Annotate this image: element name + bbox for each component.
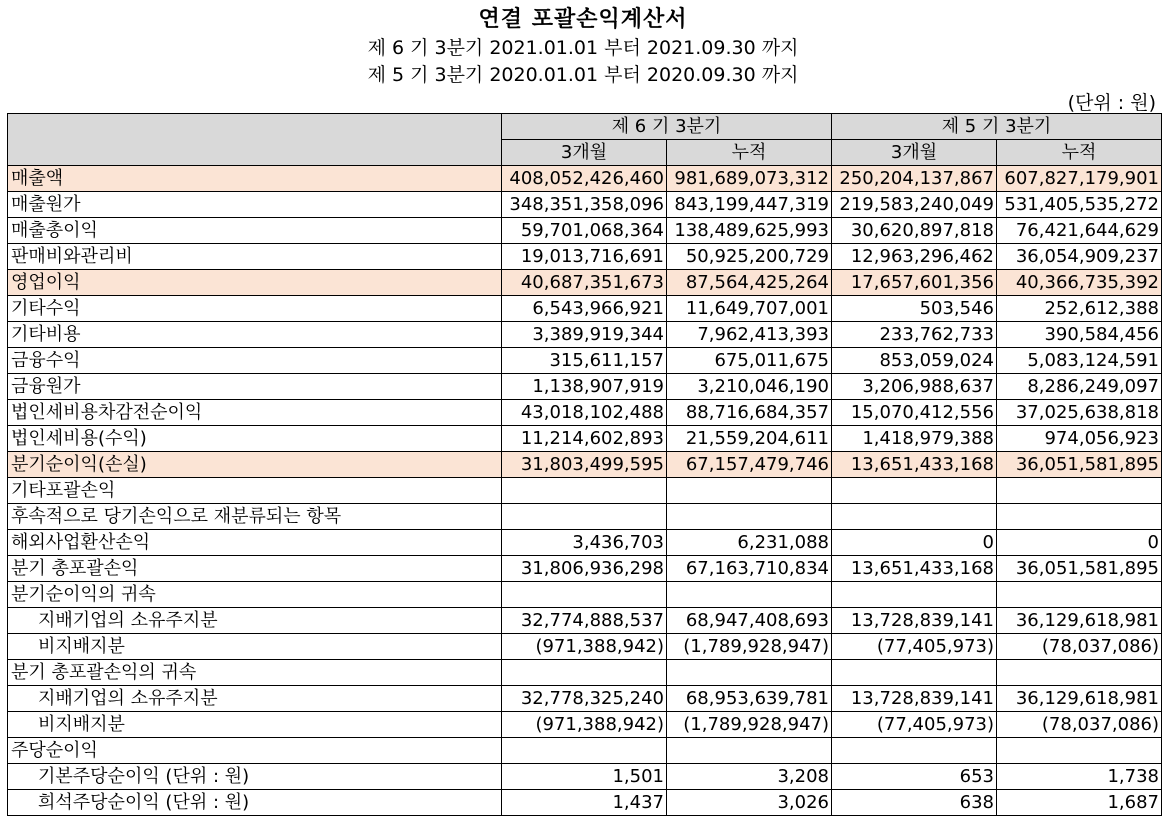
current-cumulative-value: 981,689,073,312 [667, 166, 832, 192]
table-row [8, 348, 1162, 374]
account-name: 금융원가 [8, 374, 502, 400]
prior-3month-value: 233,762,733 [832, 322, 997, 348]
prior-3month-value [832, 504, 997, 530]
current-cumulative-value [667, 504, 832, 530]
table-row [8, 660, 1162, 686]
prior-cumulative-value: 8,286,249,097 [997, 374, 1162, 400]
prior-cumulative-value: 531,405,535,272 [997, 192, 1162, 218]
prior-3month-value: 12,963,296,462 [832, 244, 997, 270]
table-row [8, 478, 1162, 504]
account-name: 금융수익 [8, 348, 502, 374]
account-name: 주당순이익 [8, 738, 502, 764]
prior-cumulative-value: 0 [997, 530, 1162, 556]
table-row [8, 790, 1162, 816]
current-cumulative-value: 843,199,447,319 [667, 192, 832, 218]
prior-cumulative-value: 1,687 [997, 790, 1162, 816]
account-name: 법인세비용(수익) [8, 426, 502, 452]
current-3month-value: 32,778,325,240 [502, 686, 667, 712]
prior-cumulative-value [997, 478, 1162, 504]
table-row [8, 322, 1162, 348]
prior-3month-header: 3개월 [832, 140, 997, 166]
unit-label: (단위 : 원) [1067, 92, 1156, 114]
current-cumulative-value [667, 660, 832, 686]
prior-cumulative-value: 36,054,909,237 [997, 244, 1162, 270]
account-name: 매출원가 [8, 192, 502, 218]
prior-3month-value: 30,620,897,818 [832, 218, 997, 244]
prior-3month-value: 653 [832, 764, 997, 790]
account-name: 매출액 [8, 166, 502, 192]
prior-cumulative-value: 974,056,923 [997, 426, 1162, 452]
table-row [8, 556, 1162, 582]
prior-cumulative-value: (78,037,086) [997, 712, 1162, 738]
prior-cumulative-value: 607,827,179,901 [997, 166, 1162, 192]
current-cumulative-value: 67,157,479,746 [667, 452, 832, 478]
table-row [8, 634, 1162, 660]
current-3month-value: 31,806,936,298 [502, 556, 667, 582]
table-row [8, 400, 1162, 426]
table-row [8, 738, 1162, 764]
prior-cumulative-value: 76,421,644,629 [997, 218, 1162, 244]
prior-3month-value: (77,405,973) [832, 634, 997, 660]
current-3month-value: 315,611,157 [502, 348, 667, 374]
table-row [8, 270, 1162, 296]
prior-cumulative-value: 40,366,735,392 [997, 270, 1162, 296]
prior-cumulative-header: 누적 [997, 140, 1162, 166]
table-row [8, 452, 1162, 478]
prior-3month-value: 0 [832, 530, 997, 556]
header-row-periods [8, 114, 1162, 140]
current-3month-value: 6,543,966,921 [502, 296, 667, 322]
table-row [8, 192, 1162, 218]
current-cumulative-value: 21,559,204,611 [667, 426, 832, 452]
account-name: 지배기업의 소유주지분 [8, 686, 502, 712]
current-cumulative-value [667, 738, 832, 764]
prior-3month-value: 1,418,979,388 [832, 426, 997, 452]
current-3month-value: 1,138,907,919 [502, 374, 667, 400]
prior-cumulative-value [997, 660, 1162, 686]
statement-title: 연결 포괄손익계산서 [478, 7, 688, 32]
prior-cumulative-value: 5,083,124,591 [997, 348, 1162, 374]
account-name: 영업이익 [8, 270, 502, 296]
current-cumulative-value: 88,716,684,357 [667, 400, 832, 426]
table-row [8, 426, 1162, 452]
current-cumulative-value: 50,925,200,729 [667, 244, 832, 270]
account-name: 기타포괄손익 [8, 478, 502, 504]
table-row [8, 218, 1162, 244]
prior-3month-value: 3,206,988,637 [832, 374, 997, 400]
prior-cumulative-value [997, 504, 1162, 530]
current-3month-value [502, 504, 667, 530]
current-3month-value: 348,351,358,096 [502, 192, 667, 218]
account-name: 분기순이익(손실) [8, 452, 502, 478]
prior-3month-value: 503,546 [832, 296, 997, 322]
current-cumulative-value: 138,489,625,993 [667, 218, 832, 244]
account-name: 지배기업의 소유주지분 [8, 608, 502, 634]
current-cumulative-value: 675,011,675 [667, 348, 832, 374]
prior-3month-value: 250,204,137,867 [832, 166, 997, 192]
prior-cumulative-value: 390,584,456 [997, 322, 1162, 348]
prior-3month-value: 13,651,433,168 [832, 452, 997, 478]
prior-period-range: 제 5 기 3분기 2020.01.01 부터 2020.09.30 까지 [367, 64, 799, 86]
current-3month-value: 59,701,068,364 [502, 218, 667, 244]
prior-cumulative-value: 36,051,581,895 [997, 556, 1162, 582]
current-3month-value: 31,803,499,595 [502, 452, 667, 478]
statement-body [8, 166, 1162, 816]
income-statement-table [7, 113, 1162, 816]
account-name: 기타비용 [8, 322, 502, 348]
current-3month-value: 19,013,716,691 [502, 244, 667, 270]
account-name: 해외사업환산손익 [8, 530, 502, 556]
prior-cumulative-value: 37,025,638,818 [997, 400, 1162, 426]
current-cumulative-value [667, 478, 832, 504]
account-name: 희석주당순이익 (단위 : 원) [8, 790, 502, 816]
current-3month-value: 1,437 [502, 790, 667, 816]
current-period-header: 제 6 기 3분기 [502, 114, 832, 140]
table-row [8, 504, 1162, 530]
current-cumulative-value: 87,564,425,264 [667, 270, 832, 296]
account-name: 판매비와관리비 [8, 244, 502, 270]
prior-cumulative-value: 1,738 [997, 764, 1162, 790]
prior-cumulative-value: 252,612,388 [997, 296, 1162, 322]
current-3month-value: 40,687,351,673 [502, 270, 667, 296]
account-name: 후속적으로 당기손익으로 재분류되는 항목 [8, 504, 502, 530]
account-name: 분기 총포괄손익의 귀속 [8, 660, 502, 686]
current-3month-value: 3,389,919,344 [502, 322, 667, 348]
table-row [8, 374, 1162, 400]
current-cumulative-value: 67,163,710,834 [667, 556, 832, 582]
current-3month-value: 32,774,888,537 [502, 608, 667, 634]
prior-3month-value [832, 738, 997, 764]
current-3month-value [502, 582, 667, 608]
current-cumulative-value: 3,208 [667, 764, 832, 790]
account-name: 기본주당순이익 (단위 : 원) [8, 764, 502, 790]
current-cumulative-value: 3,026 [667, 790, 832, 816]
current-cumulative-value: 3,210,046,190 [667, 374, 832, 400]
table-row [8, 608, 1162, 634]
prior-3month-value: 638 [832, 790, 997, 816]
prior-cumulative-value [997, 582, 1162, 608]
current-cumulative-value: (1,789,928,947) [667, 634, 832, 660]
prior-3month-value: 219,583,240,049 [832, 192, 997, 218]
current-cumulative-value: 6,231,088 [667, 530, 832, 556]
current-cumulative-value [667, 582, 832, 608]
table-row [8, 686, 1162, 712]
current-3month-value: 1,501 [502, 764, 667, 790]
account-header-cell [8, 114, 502, 166]
current-3month-value: 3,436,703 [502, 530, 667, 556]
table-row [8, 712, 1162, 738]
table-row [8, 296, 1162, 322]
prior-3month-value: 853,059,024 [832, 348, 997, 374]
current-cumulative-value: 68,953,639,781 [667, 686, 832, 712]
account-name: 기타수익 [8, 296, 502, 322]
prior-cumulative-value: 36,051,581,895 [997, 452, 1162, 478]
current-3month-value: (971,388,942) [502, 712, 667, 738]
prior-3month-value: 13,728,839,141 [832, 686, 997, 712]
prior-3month-value: 13,651,433,168 [832, 556, 997, 582]
current-cumulative-value: 68,947,408,693 [667, 608, 832, 634]
prior-period-header: 제 5 기 3분기 [832, 114, 1162, 140]
account-name: 분기 총포괄손익 [8, 556, 502, 582]
table-row [8, 764, 1162, 790]
current-3month-value: 408,052,426,460 [502, 166, 667, 192]
current-cumulative-header: 누적 [667, 140, 832, 166]
current-3month-value [502, 478, 667, 504]
prior-cumulative-value [997, 738, 1162, 764]
current-cumulative-value: (1,789,928,947) [667, 712, 832, 738]
prior-cumulative-value: 36,129,618,981 [997, 686, 1162, 712]
current-3month-value: 43,018,102,488 [502, 400, 667, 426]
prior-3month-value: (77,405,973) [832, 712, 997, 738]
prior-3month-value: 13,728,839,141 [832, 608, 997, 634]
account-name: 법인세비용차감전순이익 [8, 400, 502, 426]
table-row [8, 166, 1162, 192]
prior-cumulative-value: (78,037,086) [997, 634, 1162, 660]
current-3month-value: (971,388,942) [502, 634, 667, 660]
prior-3month-value [832, 582, 997, 608]
current-cumulative-value: 11,649,707,001 [667, 296, 832, 322]
current-3month-value [502, 660, 667, 686]
account-name: 분기순이익의 귀속 [8, 582, 502, 608]
prior-cumulative-value: 36,129,618,981 [997, 608, 1162, 634]
account-name: 비지배지분 [8, 712, 502, 738]
prior-3month-value [832, 478, 997, 504]
table-row [8, 582, 1162, 608]
current-3month-value [502, 738, 667, 764]
prior-3month-value [832, 660, 997, 686]
table-row [8, 530, 1162, 556]
account-name: 매출총이익 [8, 218, 502, 244]
table-row [8, 244, 1162, 270]
prior-3month-value: 17,657,601,356 [832, 270, 997, 296]
current-3month-header: 3개월 [502, 140, 667, 166]
prior-3month-value: 15,070,412,556 [832, 400, 997, 426]
account-name: 비지배지분 [8, 634, 502, 660]
current-cumulative-value: 7,962,413,393 [667, 322, 832, 348]
current-period-range: 제 6 기 3분기 2021.01.01 부터 2021.09.30 까지 [367, 37, 799, 59]
current-3month-value: 11,214,602,893 [502, 426, 667, 452]
